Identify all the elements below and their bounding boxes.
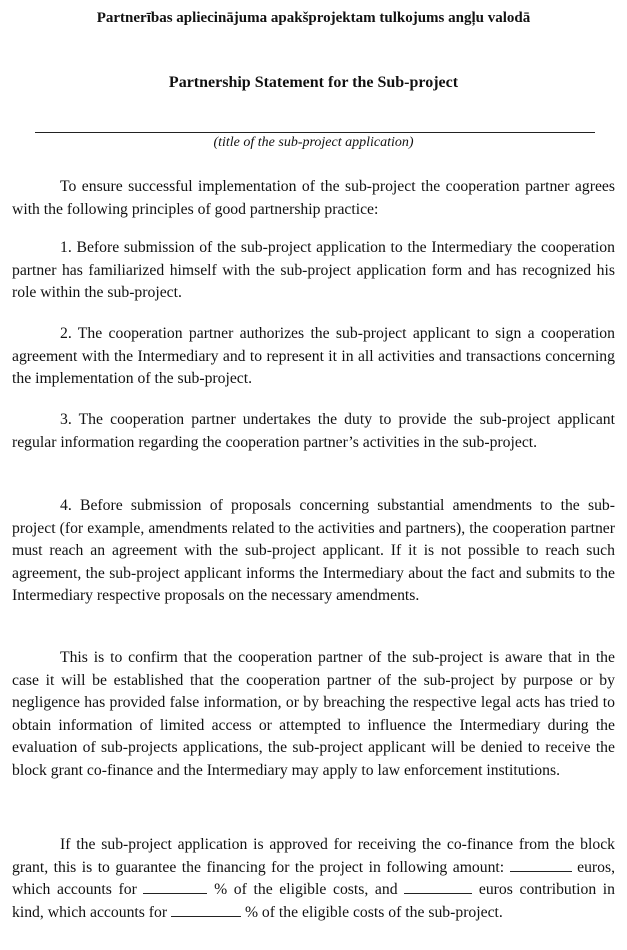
title-blank-line [35, 132, 595, 133]
in-kind-euros-blank[interactable] [404, 881, 472, 894]
principle-1: 1. Before submission of the sub-project application to the Intermediary the cooperation partner has familiarized himself with the sub-project application form and has recognized his role within the sub-project. [12, 239, 615, 301]
financing-paragraph [12, 834, 615, 924]
document-title: Partnership Statement for the Sub-project [168, 74, 459, 91]
title-caption: (title of the sub-project application) [213, 135, 414, 150]
percent-blank-1[interactable] [143, 881, 207, 894]
principle-3: 3. The cooperation partner undertakes the duty to provide the sub-project applicant regular information regarding the cooperation partner’s activities in the sub-project. [12, 411, 615, 451]
intro-paragraph: To ensure successful implementation of the sub-project the cooperation partner agrees with the following principles of good partnership practice: [12, 178, 615, 218]
financing-text-2: euros, which accounts for [12, 858, 616, 898]
financing-text-4: euros contribution in kind, which accounts for [12, 881, 616, 921]
confirmation-paragraph: This is to confirm that the cooperation partner of the sub-project is aware that in the case it will be established that the cooperation partner of the sub-project by purpose or by negligence has provided false information, or by breaching the respective legal acts has tried to obtain information of limited access or attempted to influence the Intermediary during the evaluation of sub-projects applications, the sub-project applicant will be denied to receive the block grant co-finance and the Intermediary may apply to law enforcement institutions. [12, 649, 615, 779]
financing-text-5: % of the eligible costs of the sub-project. [244, 903, 503, 921]
financing-text-3: % of the eligible costs, and [214, 881, 398, 898]
header-title: Partnerības apliecinājuma apakšprojektam tulkojums angļu valodā [96, 10, 531, 26]
percent-blank-2[interactable] [171, 904, 241, 917]
principle-4: 4. Before submission of proposals concerning substantial amendments to the sub-project (for example, amendments related to the activities and partners), the cooperation partner must reach an agreement with the sub-project applicant. If it is not possible to reach such agreement, the sub-project applicant informs the Intermediary about the fact and submits to the Intermediary respective proposals on the necessary amendments. [12, 497, 615, 604]
amount-euros-blank[interactable] [510, 859, 572, 872]
financing-text-1: If the sub-project application is approved for receiving the co-finance from the block grant, this is to guarantee the financing for the project in following amount: [12, 836, 615, 876]
principle-2: 2. The cooperation partner authorizes the sub-project applicant to sign a cooperation agreement with the Intermediary and to represent it in all activities and transactions concerning the implementation of the sub-project. [12, 325, 615, 387]
